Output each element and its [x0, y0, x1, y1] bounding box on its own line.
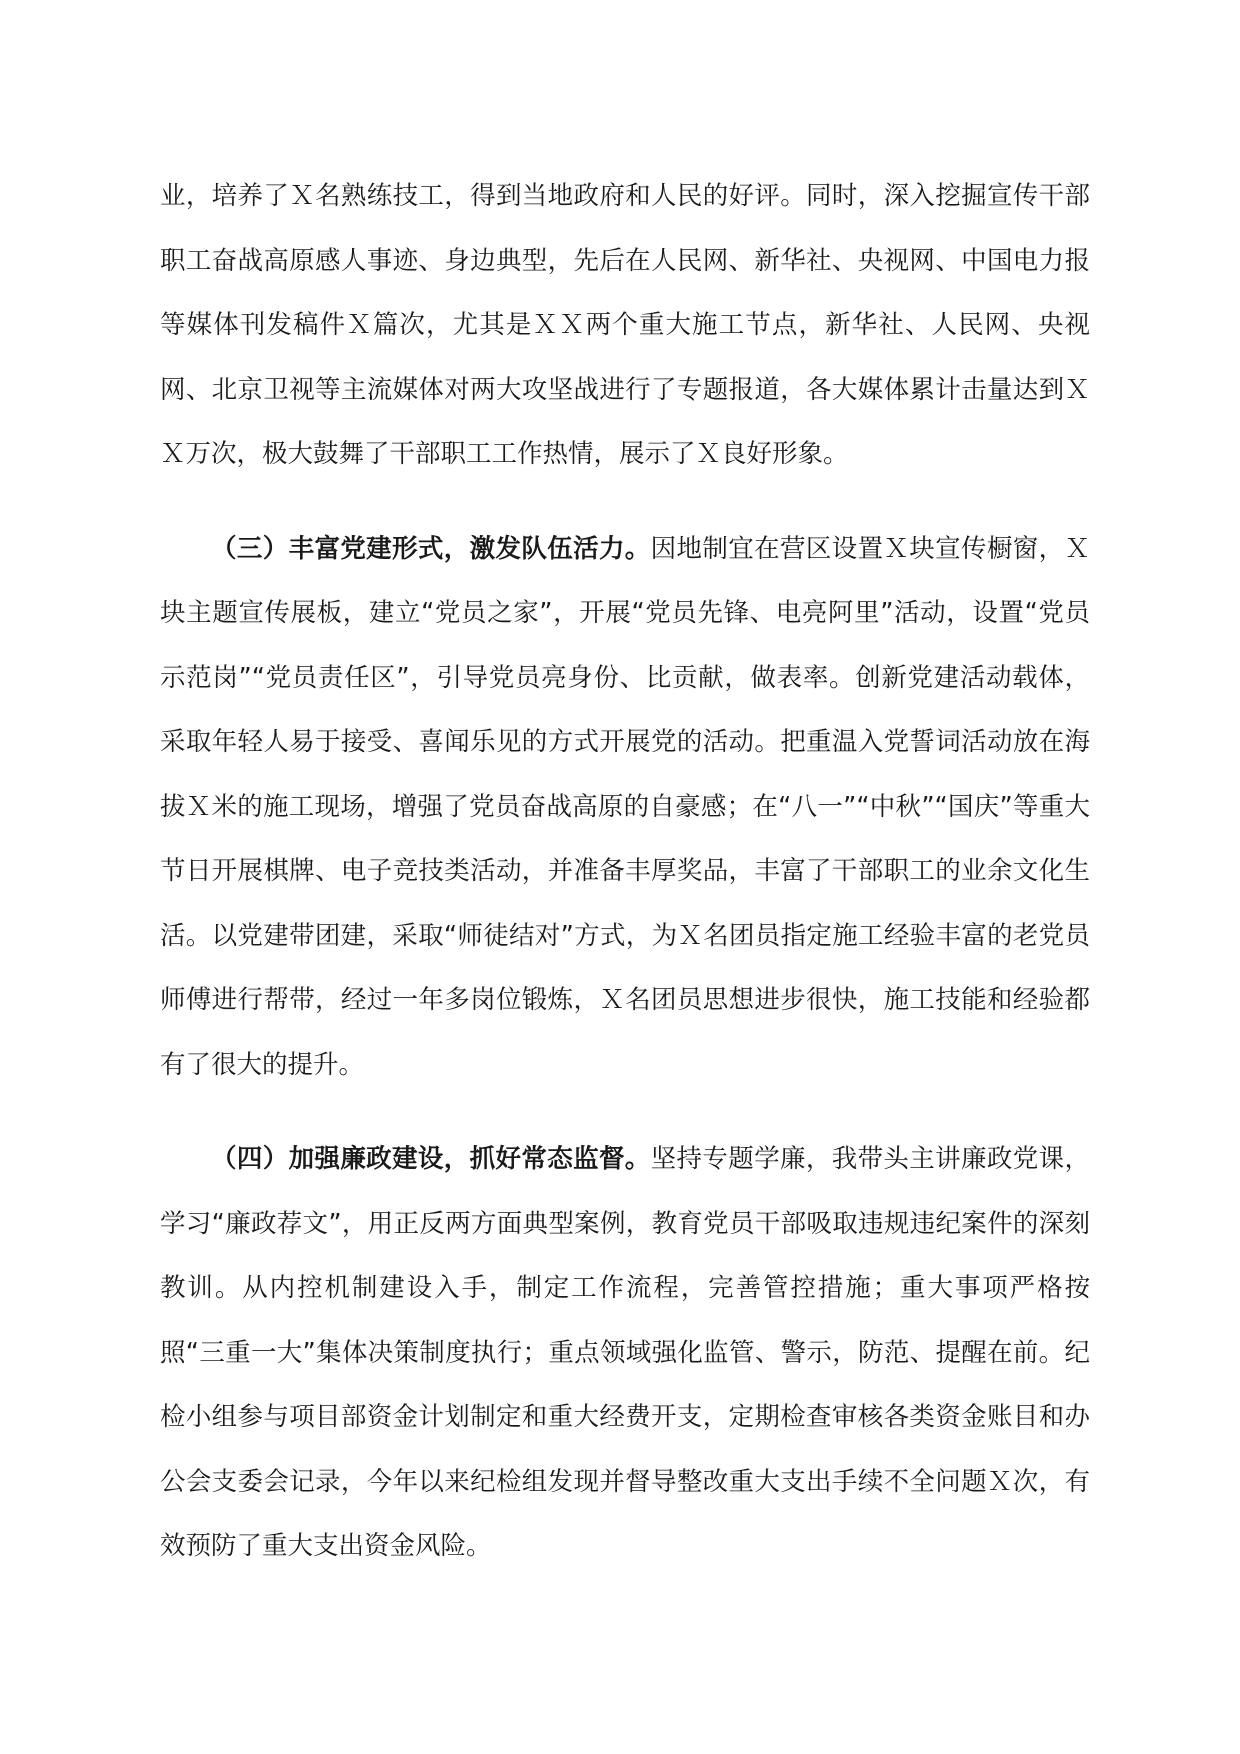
- paragraph-party-building: [160, 517, 1090, 1098]
- paragraph-text: 因地制宜在营区设置Ｘ块宣传橱窗，Ｘ块主题宣传展板，建立“党员之家”，开展“党员先锋、电亮阿里”活动，设置“党员示范岗”“党员责任区”，引导党员亮身份、比贡献，做表率。创新党建活动载体，采取年轻人易于接受、喜闻乐见的方式开展党的活动。把重温入党誓词活动放在海拔Ｘ米的施工现场，增强了党员奋战高原的自豪感；在“八一”“中秋”“国庆”等重大节日开展棋牌、电子竞技类活动，并准备丰厚奖品，丰富了干部职工的业余文化生活。以党建带团建，采取“师徒结对”方式，为Ｘ名团员指定施工经验丰富的老党员师傅进行帮带，经过一年多岗位锻炼，Ｘ名团员思想进步很快，施工技能和经验都有了很大的提升。: [160, 533, 1090, 1080]
- paragraph-integrity: [160, 1127, 1090, 1579]
- paragraph-continuation: [160, 164, 1090, 487]
- document-page: [160, 164, 1090, 1579]
- section-heading: （三）丰富党建形式，激发队伍活力。: [211, 533, 651, 564]
- paragraph-gap: [160, 487, 1090, 517]
- section-heading: （四）加强廉政建设，抓好常态监督。: [211, 1144, 651, 1174]
- paragraph-gap: [160, 1097, 1090, 1127]
- paragraph-text: 业，培养了Ｘ名熟练技工，得到当地政府和人民的好评。同时，深入挖掘宣传干部职工奋战高原感人事迹、身边典型，先后在人民网、新华社、央视网、中国电力报等媒体刊发稿件Ｘ篇次，尤其是ＸＸ两个重大施工节点，新华社、人民网、央视网、北京卫视等主流媒体对两大攻坚战进行了专题报道，各大媒体累计击量达到ＸＸ万次，极大鼓舞了干部职工工作热情，展示了Ｘ良好形象。: [160, 181, 1090, 469]
- paragraph-text: 坚持专题学廉，我带头主讲廉政党课，学习“廉政荐文”，用正反两方面典型案例，教育党员干部吸取违规违纪案件的深刻教训。从内控机制建设入手，制定工作流程，完善管控措施；重大事项严格按照“三重一大”集体决策制度执行；重点领域强化监管、警示，防范、提醒在前。纪检小组参与项目部资金计划制定和重大经费开支，定期检查审核各类资金账目和办公会支委会记录，今年以来纪检组发现并督导整改重大支出手续不全问题Ｘ次，有效预防了重大支出资金风险。: [160, 1144, 1090, 1561]
